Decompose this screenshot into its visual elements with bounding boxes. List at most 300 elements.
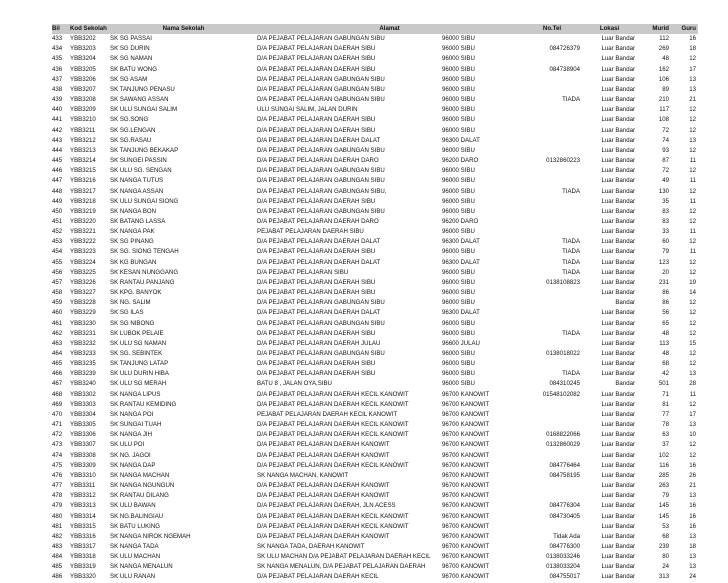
cell-poskod: 96000 SIBU [442,45,475,53]
cell-bil: 464 [52,350,63,357]
cell-nama-sekolah: SK LUBOK PELAIE [110,329,164,337]
cell-nama-sekolah: SK SAWANG ASSAN [110,96,169,104]
cell-murid: 86 [662,299,670,307]
cell-lokasi: Luar Bandar [601,146,636,154]
cell-poskod: 96000 SIBU [442,167,475,175]
cell-poskod: 96000 SIBU [442,146,475,154]
cell-murid: 93 [662,146,670,154]
cell-lokasi: Luar Bandar [601,451,636,459]
cell-alamat: D/A PEJABAT PELAJARAN DAERAH KECIL KANOWIT [257,390,409,398]
cell-no-tel [522,75,582,85]
cell-lokasi: Luar Bandar [601,512,636,520]
table-row [52,512,698,522]
cell-kod-sekolah: YBB3225 [70,268,96,276]
cell-kod-sekolah: YBB3240 [70,380,96,388]
cell-alamat: D/A PEJABAT PELAJARAN DAERAH DALAT [257,309,381,317]
cell-poskod: 96300 DALAT [442,136,480,144]
table-row [52,562,698,572]
cell-guru: 12 [689,268,697,276]
table-row [52,146,698,156]
table-row [52,319,698,329]
cell-lokasi: Luar Bandar [601,319,636,327]
cell-poskod: 96000 SIBU [442,96,475,104]
cell-nama-sekolah: SK SG.RASAU [110,136,152,144]
cell-bil: 476 [52,471,63,479]
cell-nama-sekolah: SK NANGA DAP [110,461,156,469]
cell-bil: 453 [52,238,63,246]
cell-alamat: D/A PEJABAT PELAJARAN DAERAH KANOWIT [257,441,390,449]
cell-kod-sekolah: YBB3211 [70,126,96,134]
cell-no-tel [522,197,582,207]
cell-no-tel [522,146,582,156]
cell-no-tel [522,115,582,125]
cell-bil: 455 [52,258,63,266]
table-row [52,440,698,450]
cell-kod-sekolah: YBB3217 [70,187,96,195]
cell-poskod: 96700 KANOWIT [442,441,490,449]
cell-poskod: 96000 SIBU [442,278,475,286]
cell-nama-sekolah: SK ULU POI [110,441,145,449]
cell-bil: 443 [52,136,63,144]
cell-no-tel: TIADA [562,370,581,378]
cell-alamat: D/A PEJABAT PELAJARAN DAERAH SIBU [257,126,376,134]
cell-no-tel [522,308,582,318]
cell-murid: 102 [658,451,670,459]
cell-alamat: D/A PEJABAT PELAJARAN DAERAH KECIL KANOWIT [257,421,409,429]
cell-nama-sekolah: SK NG. JAGOI [110,451,151,459]
cell-bil: 458 [52,289,63,297]
cell-no-tel: 084776300 [549,542,581,550]
table-row [52,166,698,176]
cell-poskod: 96000 SIBU [442,197,475,205]
cell-guru: 12 [689,299,697,307]
cell-bil: 454 [52,248,63,256]
cell-kod-sekolah: YBB3302 [70,390,96,398]
cell-no-tel: 01548102082 [542,390,581,398]
cell-bil: 469 [52,400,63,408]
cell-kod-sekolah: YBB3209 [70,106,96,114]
cell-murid: 263 [658,482,670,490]
cell-lokasi: Luar Bandar [601,339,636,347]
cell-murid: 231 [658,278,670,286]
cell-nama-sekolah: SK SG DURIN [110,45,150,53]
cell-poskod: 96700 KANOWIT [442,563,490,571]
cell-murid: 123 [658,258,670,266]
cell-no-tel [522,339,582,349]
cell-nama-sekolah: SK SUNGAI TUAH [110,421,162,429]
table-row [52,258,698,268]
cell-kod-sekolah: YBB3208 [70,96,96,104]
cell-no-tel [522,207,582,217]
cell-alamat: PEJABAT PELAJARAN DAERAH SIBU [257,228,364,236]
cell-kod-sekolah: YBB3227 [70,289,96,297]
cell-nama-sekolah: SK NANGA ASSAN [110,187,164,195]
cell-lokasi: Luar Bandar [601,532,636,540]
cell-murid: 72 [662,126,670,134]
cell-alamat: D/A PEJABAT PELAJARAN DAERAH SIBU [257,289,376,297]
cell-guru: 16 [689,502,697,510]
cell-nama-sekolah: SK ULU MACHAN [110,553,161,561]
cell-guru: 12 [689,106,697,114]
cell-lokasi: Luar Bandar [601,207,636,215]
header-bil: Bil [52,24,70,34]
cell-poskod: 96700 KANOWIT [442,502,490,510]
cell-murid: 35 [662,197,670,205]
cell-lokasi: Luar Bandar [601,167,636,175]
cell-lokasi: Luar Bandar [601,350,636,357]
table-row [52,308,698,318]
cell-nama-sekolah: SK NANGA BON [110,207,157,215]
cell-bil: 460 [52,309,63,317]
cell-kod-sekolah: YBB3205 [70,65,96,73]
cell-nama-sekolah: SK SG.LENGAN [110,126,156,134]
cell-murid: 48 [662,350,670,357]
cell-poskod: 96000 SIBU [442,329,475,337]
cell-murid: 117 [659,106,670,114]
cell-kod-sekolah: YBB3212 [70,136,96,144]
cell-guru: 12 [689,309,697,317]
cell-alamat: D/A PEJABAT PELAJARAN DAERAH SIBU [257,65,376,73]
cell-nama-sekolah: SK TANJUNG PENASU [110,85,175,93]
cell-kod-sekolah: YBB3231 [70,329,96,337]
cell-no-tel [522,410,582,420]
cell-nama-sekolah: SK NANGA MENALUN [110,563,173,571]
table-row [52,95,698,105]
cell-guru: 11 [689,228,697,236]
cell-guru: 13 [689,532,697,540]
cell-kod-sekolah: YBB3221 [70,228,96,236]
cell-bil: 449 [52,197,63,205]
cell-nama-sekolah: SK NG.BALINGIAU [110,512,164,520]
table-row [52,430,698,440]
cell-guru: 24 [689,573,697,581]
cell-alamat: D/A PEJABAT PELAJARAN DAERAH KECIL KANOWIT [257,512,409,520]
cell-guru: 13 [689,75,697,83]
cell-poskod: 96000 SIBU [442,268,475,276]
table-row [52,400,698,410]
cell-kod-sekolah: YBB3224 [70,258,96,266]
cell-no-tel: TIADA [562,329,581,337]
cell-poskod: 96700 KANOWIT [442,390,490,398]
cell-lokasi: Luar Bandar [601,85,636,93]
cell-kod-sekolah: YBB3315 [70,522,96,530]
cell-guru: 12 [689,319,697,327]
cell-murid: 145 [658,512,670,520]
cell-poskod: 96300 DALAT [442,258,480,266]
cell-lokasi: Luar Bandar [601,370,636,378]
cell-murid: 116 [659,461,670,469]
cell-nama-sekolah: SK BATU LUKING [110,522,161,530]
cell-no-tel: 0138018022 [546,350,581,357]
cell-bil: 484 [52,553,63,561]
cell-poskod: 96000 SIBU [442,75,475,83]
cell-kod-sekolah: YBB3307 [70,441,96,449]
cell-no-tel [522,420,582,430]
cell-bil: 434 [52,45,63,53]
cell-kod-sekolah: YBB3309 [70,461,96,469]
cell-alamat: D/A PEJABAT PELAJARAN GABUNGAN SIBU [257,299,385,307]
cell-poskod: 96700 KANOWIT [442,471,490,479]
cell-kod-sekolah: YBB3230 [70,319,96,327]
header-nama-sekolah: Nama Sekolah [110,24,257,34]
cell-kod-sekolah: YBB3306 [70,431,96,439]
cell-lokasi: Luar Bandar [601,410,636,418]
cell-nama-sekolah: SK TANJUNG LATAP [110,360,169,368]
cell-bil: 448 [52,187,63,195]
cell-bil: 486 [52,573,63,581]
cell-kod-sekolah: YBB3310 [70,471,96,479]
cell-alamat: D/A PEJABAT PELAJARAN DAERAH DARO [257,217,379,225]
table-row [52,298,698,308]
cell-poskod: 96000 SIBU [442,187,475,195]
school-table [52,24,698,583]
cell-murid: 210 [658,96,670,104]
cell-no-tel [522,54,582,64]
cell-murid: 33 [662,228,670,236]
header-no-tel: No.Tel [522,24,582,34]
cell-murid: 83 [662,217,670,225]
cell-alamat: D/A PEJABAT PELAJARAN DAERAH SIBU [257,278,376,286]
cell-guru: 18 [689,542,697,550]
table-row [52,156,698,166]
cell-nama-sekolah: SK NANGA NGUNGUN [110,482,175,490]
cell-murid: 48 [662,55,670,63]
cell-murid: 313 [658,573,670,581]
cell-alamat: D/A PEJABAT PELAJARAN DAERAH DARO [257,157,379,165]
cell-no-tel: 0132860223 [546,157,581,165]
cell-lokasi: Luar Bandar [601,106,636,114]
table-row [52,359,698,369]
cell-murid: 63 [662,431,670,439]
cell-alamat: D/A PEJABAT PELAJARAN DAERAH KANOWIT [257,451,390,459]
cell-guru: 13 [689,563,697,571]
cell-nama-sekolah: SK SG PINANG [110,238,154,246]
cell-kod-sekolah: YBB3319 [70,563,96,571]
cell-no-tel [522,491,582,501]
cell-murid: 72 [662,167,670,175]
cell-nama-sekolah: SK NANGA JIH [110,431,152,439]
cell-alamat: D/A PEJABAT PELAJARAN DAERAH SIBU [257,329,376,337]
cell-kod-sekolah: YBB3206 [70,75,96,83]
cell-lokasi: Luar Bandar [601,573,636,581]
cell-bil: 485 [52,563,63,571]
table-row [52,54,698,64]
cell-bil: 470 [52,410,63,418]
cell-kod-sekolah: YBB3317 [70,542,96,550]
table-row [52,532,698,542]
cell-bil: 468 [52,390,63,398]
cell-alamat: D/A PEJABAT PELAJARAN DAERAH KECIL KANOWIT [257,461,409,469]
cell-nama-sekolah: SK SG.SONG [110,116,149,124]
cell-poskod: 96300 DALAT [442,309,480,317]
cell-kod-sekolah: YBB3303 [70,400,96,408]
cell-bil: 441 [52,116,63,124]
cell-lokasi: Luar Bandar [601,45,636,53]
cell-alamat: D/A PEJABAT PELAJARAN DAERAH SIBU [257,360,376,368]
cell-lokasi: Luar Bandar [601,248,636,256]
cell-no-tel [522,481,582,491]
cell-lokasi: Bandar [615,380,636,388]
cell-alamat: D/A PEJABAT PELAJARAN SIBU [257,268,349,276]
cell-guru: 13 [689,370,697,378]
cell-no-tel [522,105,582,115]
cell-alamat: D/A PEJABAT PELAJARAN GABUNGAN SIBU [257,350,385,357]
table-row [52,572,698,582]
cell-no-tel: 0138033204 [546,563,581,571]
cell-no-tel: TIADA [562,248,581,256]
cell-bil: 438 [52,85,63,93]
cell-kod-sekolah: YBB3305 [70,421,96,429]
cell-alamat: D/A PEJABAT PELAJARAN DAERAH DALAT [257,136,381,144]
cell-no-tel: TIADA [562,268,581,276]
cell-lokasi: Luar Bandar [601,421,636,429]
cell-kod-sekolah: YBB3215 [70,167,96,175]
cell-bil: 480 [52,512,63,520]
cell-alamat: D/A PEJABAT PELAJARAN DAERAH SIBU [257,197,376,205]
cell-bil: 478 [52,492,63,500]
cell-nama-sekolah: SK ULU BAWAN [110,502,156,510]
cell-murid: 269 [658,45,670,53]
cell-alamat: D/A PEJABAT PELAJARAN DAERAH SIBU [257,116,376,124]
cell-no-tel: TIADA [562,96,581,104]
table-row [52,522,698,532]
cell-nama-sekolah: SK SG ASAM [110,75,148,83]
cell-guru: 13 [689,553,697,561]
cell-poskod: 96000 SIBU [442,55,475,63]
cell-alamat: D/A PEJABAT PELAJARAN GABUNGAN SIBU [257,35,385,43]
table-row [52,339,698,349]
cell-nama-sekolah: SK BATU WONG [110,65,157,73]
cell-no-tel [522,400,582,410]
cell-no-tel: 084776464 [549,461,581,469]
cell-guru: 28 [689,380,697,388]
cell-bil: 459 [52,299,63,307]
cell-guru: 26 [689,471,697,479]
cell-kod-sekolah: YBB3202 [70,35,96,43]
cell-bil: 440 [52,106,63,114]
table-row [52,105,698,115]
table-row [52,410,698,420]
cell-nama-sekolah: SK NANGA POI [110,410,154,418]
cell-lokasi: Luar Bandar [601,553,636,561]
cell-poskod: 96000 SIBU [442,228,475,236]
cell-alamat: D/A PEJABAT PELAJARAN GABUNGAN SIBU [257,96,385,104]
cell-guru: 12 [689,126,697,134]
cell-guru: 16 [689,512,697,520]
cell-lokasi: Luar Bandar [601,217,636,225]
cell-no-tel: 084310245 [549,380,581,388]
cell-poskod: 96000 SIBU [442,177,475,185]
cell-bil: 481 [52,522,63,530]
table-row [52,491,698,501]
cell-bil: 472 [52,431,63,439]
cell-guru: 13 [689,421,697,429]
cell-no-tel: 0138108823 [546,278,581,286]
cell-murid: 106 [658,75,670,83]
cell-lokasi: Luar Bandar [601,238,636,246]
cell-guru: 11 [689,197,697,205]
cell-murid: 130 [658,187,670,195]
cell-poskod: 96700 KANOWIT [442,492,490,500]
cell-kod-sekolah: YBB3229 [70,309,96,317]
cell-guru: 12 [689,329,697,337]
cell-lokasi: Luar Bandar [601,309,636,317]
cell-no-tel [522,359,582,369]
cell-guru: 13 [689,492,697,500]
cell-nama-sekolah: SK NANGA PAK [110,228,155,236]
cell-no-tel: 0138033246 [546,553,581,561]
cell-guru: 12 [689,360,697,368]
cell-guru: 12 [689,451,697,459]
table-row [52,247,698,257]
cell-no-tel [522,451,582,461]
cell-guru: 21 [689,96,697,104]
cell-nama-sekolah: SK RANTAU PANJANG [110,278,175,286]
cell-guru: 21 [689,482,697,490]
cell-alamat: SK NANGA TADA, DAERAH KANOWIT [257,542,365,550]
cell-nama-sekolah: SK KG BUNGAN [110,258,157,266]
cell-alamat: D/A PEJABAT PELAJARAN GABUNGAN SIBU [257,85,385,93]
cell-lokasi: Luar Bandar [601,187,636,195]
cell-no-tel: 084738904 [549,65,581,73]
cell-murid: 78 [662,421,670,429]
cell-poskod: 96000 SIBU [442,116,475,124]
cell-no-tel [522,522,582,532]
cell-murid: 49 [662,177,670,185]
table-row [52,176,698,186]
header-guru: Guru [671,24,698,34]
cell-alamat: D/A PEJABAT PELAJARAN DAERAH KANOWIT [257,482,390,490]
cell-alamat: D/A PEJABAT PELAJARAN GABUNGAN SIBU [257,207,385,215]
cell-murid: 37 [662,441,670,449]
cell-kod-sekolah: YBB3318 [70,553,96,561]
cell-lokasi: Luar Bandar [601,400,636,408]
cell-no-tel [522,136,582,146]
cell-poskod: 96000 SIBU [442,360,475,368]
cell-guru: 12 [689,350,697,357]
table-row [52,329,698,339]
cell-guru: 17 [689,410,697,418]
cell-guru: 13 [689,136,697,144]
cell-lokasi: Luar Bandar [601,431,636,439]
cell-lokasi: Luar Bandar [601,96,636,104]
header-lokasi: Lokasi [582,24,637,34]
cell-kod-sekolah: YBB3204 [70,55,96,63]
cell-poskod: 96700 KANOWIT [442,431,490,439]
cell-guru: 12 [689,116,697,124]
cell-murid: 68 [662,532,670,540]
cell-bil: 462 [52,329,63,337]
cell-no-tel [522,85,582,95]
cell-kod-sekolah: YBB3312 [70,492,96,500]
cell-alamat: D/A PEJABAT PELAJARAN DAERAH KANOWIT [257,532,390,540]
cell-poskod: 96700 KANOWIT [442,553,490,561]
cell-lokasi: Luar Bandar [601,471,636,479]
cell-kod-sekolah: YBB3233 [70,350,96,357]
cell-murid: 113 [659,339,670,347]
cell-lokasi: Luar Bandar [601,441,636,449]
cell-kod-sekolah: YBB3219 [70,207,96,215]
cell-poskod: 96700 KANOWIT [442,573,490,581]
cell-no-tel [522,288,582,298]
cell-nama-sekolah: SK ULU SG. SENGAN [110,167,172,175]
cell-poskod: 96200 DARO [442,217,479,225]
cell-poskod: 96000 SIBU [442,248,475,256]
cell-kod-sekolah: YBB3220 [70,217,96,225]
cell-guru: 12 [689,258,697,266]
cell-lokasi: Luar Bandar [601,157,636,165]
cell-lokasi: Luar Bandar [601,289,636,297]
